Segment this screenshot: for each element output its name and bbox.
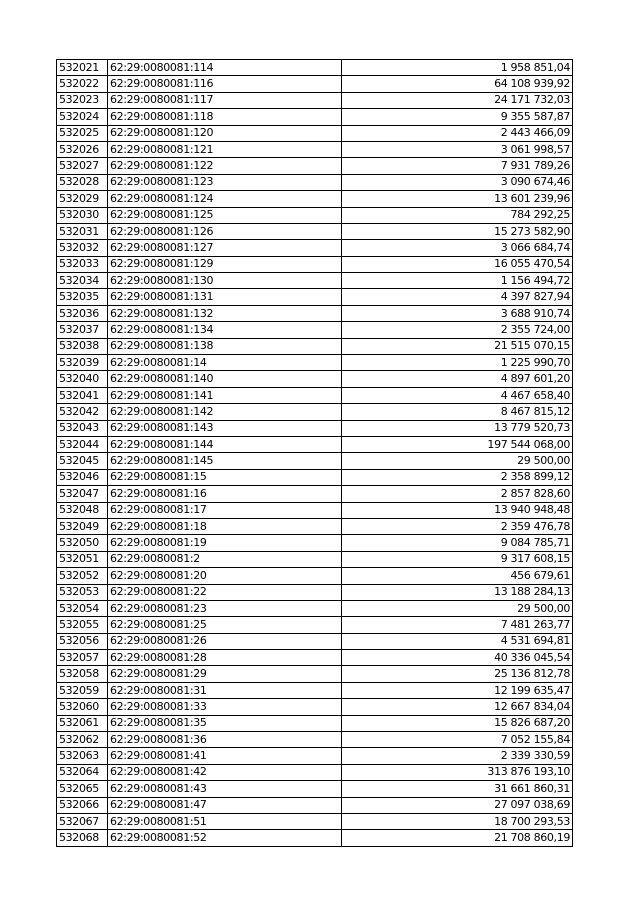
cadastral-number-cell: 62:29:0080081:130 bbox=[108, 273, 342, 289]
cadastral-value-cell: 13 779 520,73 bbox=[342, 420, 573, 436]
cadastral-value-cell: 29 500,00 bbox=[342, 453, 573, 469]
row-number-cell: 532053 bbox=[57, 584, 108, 600]
row-number-cell: 532051 bbox=[57, 551, 108, 567]
cadastral-value-cell: 13 601 239,96 bbox=[342, 191, 573, 207]
cadastral-value-cell: 12 199 635,47 bbox=[342, 682, 573, 698]
cadastral-value-cell: 3 090 674,46 bbox=[342, 174, 573, 190]
table-row bbox=[57, 699, 573, 715]
row-number-cell: 532043 bbox=[57, 420, 108, 436]
cadastral-value-cell: 3 061 998,57 bbox=[342, 141, 573, 157]
table-row bbox=[57, 223, 573, 239]
cadastral-number-cell: 62:29:0080081:140 bbox=[108, 371, 342, 387]
table-row bbox=[57, 355, 573, 371]
cadastral-value-cell: 18 700 293,53 bbox=[342, 813, 573, 829]
cadastral-number-cell: 62:29:0080081:41 bbox=[108, 748, 342, 764]
cadastral-number-cell: 62:29:0080081:127 bbox=[108, 240, 342, 256]
cadastral-value-cell: 4 467 658,40 bbox=[342, 387, 573, 403]
cadastral-value-cell: 7 481 263,77 bbox=[342, 617, 573, 633]
table-row bbox=[57, 60, 573, 76]
cadastral-value-cell: 13 188 284,13 bbox=[342, 584, 573, 600]
table-row bbox=[57, 141, 573, 157]
row-number-cell: 532023 bbox=[57, 92, 108, 108]
cadastral-value-cell: 2 355 724,00 bbox=[342, 322, 573, 338]
table-row bbox=[57, 305, 573, 321]
row-number-cell: 532052 bbox=[57, 568, 108, 584]
table-row bbox=[57, 125, 573, 141]
row-number-cell: 532029 bbox=[57, 191, 108, 207]
row-number-cell: 532062 bbox=[57, 732, 108, 748]
table-row bbox=[57, 486, 573, 502]
cadastral-value-cell: 2 358 899,12 bbox=[342, 469, 573, 485]
cadastral-number-cell: 62:29:0080081:18 bbox=[108, 518, 342, 534]
cadastral-value-cell: 2 857 828,60 bbox=[342, 486, 573, 502]
cadastral-value-cell: 7 052 155,84 bbox=[342, 732, 573, 748]
table-row bbox=[57, 535, 573, 551]
cadastral-number-cell: 62:29:0080081:134 bbox=[108, 322, 342, 338]
row-number-cell: 532031 bbox=[57, 223, 108, 239]
table-row bbox=[57, 404, 573, 420]
table-row bbox=[57, 322, 573, 338]
row-number-cell: 532064 bbox=[57, 764, 108, 780]
table-row bbox=[57, 289, 573, 305]
row-number-cell: 532032 bbox=[57, 240, 108, 256]
table-row bbox=[57, 453, 573, 469]
cadastral-number-cell: 62:29:0080081:142 bbox=[108, 404, 342, 420]
cadastral-number-cell: 62:29:0080081:20 bbox=[108, 568, 342, 584]
cadastral-value-cell: 1 225 990,70 bbox=[342, 355, 573, 371]
table-row bbox=[57, 584, 573, 600]
cadastral-number-cell: 62:29:0080081:42 bbox=[108, 764, 342, 780]
cadastral-value-cell: 29 500,00 bbox=[342, 600, 573, 616]
cadastral-number-cell: 62:29:0080081:14 bbox=[108, 355, 342, 371]
row-number-cell: 532042 bbox=[57, 404, 108, 420]
cadastral-number-cell: 62:29:0080081:29 bbox=[108, 666, 342, 682]
cadastral-value-cell: 2 359 476,78 bbox=[342, 518, 573, 534]
cadastral-value-cell: 15 273 582,90 bbox=[342, 223, 573, 239]
cadastral-value-cell: 1 156 494,72 bbox=[342, 273, 573, 289]
cadastral-value-cell: 16 055 470,54 bbox=[342, 256, 573, 272]
cadastral-number-cell: 62:29:0080081:43 bbox=[108, 781, 342, 797]
row-number-cell: 532065 bbox=[57, 781, 108, 797]
row-number-cell: 532045 bbox=[57, 453, 108, 469]
table-row bbox=[57, 830, 573, 846]
row-number-cell: 532027 bbox=[57, 158, 108, 174]
cadastral-number-cell: 62:29:0080081:15 bbox=[108, 469, 342, 485]
cadastral-value-cell: 40 336 045,54 bbox=[342, 650, 573, 666]
cadastral-number-cell: 62:29:0080081:2 bbox=[108, 551, 342, 567]
table-row bbox=[57, 158, 573, 174]
table-row bbox=[57, 174, 573, 190]
table-row bbox=[57, 273, 573, 289]
cadastral-value-cell: 9 355 587,87 bbox=[342, 109, 573, 125]
row-number-cell: 532021 bbox=[57, 60, 108, 76]
table-row bbox=[57, 813, 573, 829]
cadastral-number-cell: 62:29:0080081:114 bbox=[108, 60, 342, 76]
cadastral-value-cell: 25 136 812,78 bbox=[342, 666, 573, 682]
cadastral-number-cell: 62:29:0080081:144 bbox=[108, 436, 342, 452]
table-body bbox=[57, 60, 573, 847]
cadastral-value-cell: 784 292,25 bbox=[342, 207, 573, 223]
cadastral-value-cell: 9 084 785,71 bbox=[342, 535, 573, 551]
row-number-cell: 532034 bbox=[57, 273, 108, 289]
cadastral-number-cell: 62:29:0080081:126 bbox=[108, 223, 342, 239]
row-number-cell: 532026 bbox=[57, 141, 108, 157]
table-row bbox=[57, 732, 573, 748]
table-row bbox=[57, 633, 573, 649]
row-number-cell: 532033 bbox=[57, 256, 108, 272]
row-number-cell: 532039 bbox=[57, 355, 108, 371]
cadastral-number-cell: 62:29:0080081:31 bbox=[108, 682, 342, 698]
table-row bbox=[57, 256, 573, 272]
table-row bbox=[57, 502, 573, 518]
table-row bbox=[57, 387, 573, 403]
cadastral-number-cell: 62:29:0080081:138 bbox=[108, 338, 342, 354]
cadastral-value-cell: 7 931 789,26 bbox=[342, 158, 573, 174]
table-row bbox=[57, 518, 573, 534]
table-row bbox=[57, 764, 573, 780]
table-row bbox=[57, 109, 573, 125]
cadastral-value-cell: 15 826 687,20 bbox=[342, 715, 573, 731]
row-number-cell: 532050 bbox=[57, 535, 108, 551]
cadastral-value-cell: 4 531 694,81 bbox=[342, 633, 573, 649]
cadastral-value-cell: 9 317 608,15 bbox=[342, 551, 573, 567]
table-row bbox=[57, 420, 573, 436]
table-row bbox=[57, 797, 573, 813]
cadastral-value-cell: 27 097 038,69 bbox=[342, 797, 573, 813]
table-row bbox=[57, 666, 573, 682]
table-row bbox=[57, 617, 573, 633]
cadastral-value-cell: 2 339 330,59 bbox=[342, 748, 573, 764]
row-number-cell: 532035 bbox=[57, 289, 108, 305]
row-number-cell: 532048 bbox=[57, 502, 108, 518]
row-number-cell: 532036 bbox=[57, 305, 108, 321]
cadastral-number-cell: 62:29:0080081:118 bbox=[108, 109, 342, 125]
row-number-cell: 532041 bbox=[57, 387, 108, 403]
row-number-cell: 532055 bbox=[57, 617, 108, 633]
row-number-cell: 532056 bbox=[57, 633, 108, 649]
row-number-cell: 532063 bbox=[57, 748, 108, 764]
row-number-cell: 532067 bbox=[57, 813, 108, 829]
cadastral-value-cell: 8 467 815,12 bbox=[342, 404, 573, 420]
table-row bbox=[57, 600, 573, 616]
table-row bbox=[57, 682, 573, 698]
cadastral-value-cell: 13 940 948,48 bbox=[342, 502, 573, 518]
cadastral-value-cell: 21 708 860,19 bbox=[342, 830, 573, 846]
cadastral-value-cell: 21 515 070,15 bbox=[342, 338, 573, 354]
cadastral-value-cell: 31 661 860,31 bbox=[342, 781, 573, 797]
cadastral-value-cell: 24 171 732,03 bbox=[342, 92, 573, 108]
table-row bbox=[57, 715, 573, 731]
cadastral-number-cell: 62:29:0080081:122 bbox=[108, 158, 342, 174]
row-number-cell: 532057 bbox=[57, 650, 108, 666]
cadastral-number-cell: 62:29:0080081:52 bbox=[108, 830, 342, 846]
table-row bbox=[57, 436, 573, 452]
row-number-cell: 532061 bbox=[57, 715, 108, 731]
row-number-cell: 532054 bbox=[57, 600, 108, 616]
table-row bbox=[57, 191, 573, 207]
cadastral-number-cell: 62:29:0080081:16 bbox=[108, 486, 342, 502]
row-number-cell: 532038 bbox=[57, 338, 108, 354]
cadastral-value-cell: 313 876 193,10 bbox=[342, 764, 573, 780]
cadastral-number-cell: 62:29:0080081:23 bbox=[108, 600, 342, 616]
cadastral-number-cell: 62:29:0080081:141 bbox=[108, 387, 342, 403]
cadastral-value-cell: 4 897 601,20 bbox=[342, 371, 573, 387]
cadastral-number-cell: 62:29:0080081:117 bbox=[108, 92, 342, 108]
cadastral-number-cell: 62:29:0080081:123 bbox=[108, 174, 342, 190]
cadastral-number-cell: 62:29:0080081:25 bbox=[108, 617, 342, 633]
cadastral-number-cell: 62:29:0080081:125 bbox=[108, 207, 342, 223]
cadastral-number-cell: 62:29:0080081:116 bbox=[108, 76, 342, 92]
table-row bbox=[57, 469, 573, 485]
cadastral-number-cell: 62:29:0080081:121 bbox=[108, 141, 342, 157]
cadastral-number-cell: 62:29:0080081:17 bbox=[108, 502, 342, 518]
row-number-cell: 532022 bbox=[57, 76, 108, 92]
table-row bbox=[57, 371, 573, 387]
cadastral-number-cell: 62:29:0080081:36 bbox=[108, 732, 342, 748]
row-number-cell: 532024 bbox=[57, 109, 108, 125]
cadastral-number-cell: 62:29:0080081:145 bbox=[108, 453, 342, 469]
row-number-cell: 532049 bbox=[57, 518, 108, 534]
table-row bbox=[57, 650, 573, 666]
table-row bbox=[57, 76, 573, 92]
row-number-cell: 532044 bbox=[57, 436, 108, 452]
table-row bbox=[57, 240, 573, 256]
row-number-cell: 532028 bbox=[57, 174, 108, 190]
table-row bbox=[57, 551, 573, 567]
row-number-cell: 532040 bbox=[57, 371, 108, 387]
cadastral-number-cell: 62:29:0080081:26 bbox=[108, 633, 342, 649]
row-number-cell: 532060 bbox=[57, 699, 108, 715]
row-number-cell: 532030 bbox=[57, 207, 108, 223]
table-row bbox=[57, 781, 573, 797]
cadastral-value-cell: 2 443 466,09 bbox=[342, 125, 573, 141]
table-row bbox=[57, 568, 573, 584]
row-number-cell: 532058 bbox=[57, 666, 108, 682]
cadastral-value-cell: 4 397 827,94 bbox=[342, 289, 573, 305]
row-number-cell: 532047 bbox=[57, 486, 108, 502]
row-number-cell: 532059 bbox=[57, 682, 108, 698]
cadastral-value-cell: 1 958 851,04 bbox=[342, 60, 573, 76]
cadastral-number-cell: 62:29:0080081:35 bbox=[108, 715, 342, 731]
cadastral-number-cell: 62:29:0080081:47 bbox=[108, 797, 342, 813]
row-number-cell: 532068 bbox=[57, 830, 108, 846]
cadastral-number-cell: 62:29:0080081:143 bbox=[108, 420, 342, 436]
cadastral-number-cell: 62:29:0080081:19 bbox=[108, 535, 342, 551]
cadastral-value-cell: 64 108 939,92 bbox=[342, 76, 573, 92]
row-number-cell: 532025 bbox=[57, 125, 108, 141]
cadastral-value-cell: 3 688 910,74 bbox=[342, 305, 573, 321]
table-row bbox=[57, 92, 573, 108]
cadastral-number-cell: 62:29:0080081:51 bbox=[108, 813, 342, 829]
cadastral-number-cell: 62:29:0080081:22 bbox=[108, 584, 342, 600]
table-row bbox=[57, 338, 573, 354]
row-number-cell: 532037 bbox=[57, 322, 108, 338]
cadastral-value-table bbox=[56, 59, 573, 847]
cadastral-value-cell: 12 667 834,04 bbox=[342, 699, 573, 715]
row-number-cell: 532066 bbox=[57, 797, 108, 813]
cadastral-value-cell: 3 066 684,74 bbox=[342, 240, 573, 256]
cadastral-number-cell: 62:29:0080081:131 bbox=[108, 289, 342, 305]
cadastral-number-cell: 62:29:0080081:129 bbox=[108, 256, 342, 272]
cadastral-number-cell: 62:29:0080081:33 bbox=[108, 699, 342, 715]
table-row bbox=[57, 748, 573, 764]
cadastral-number-cell: 62:29:0080081:120 bbox=[108, 125, 342, 141]
cadastral-value-cell: 456 679,61 bbox=[342, 568, 573, 584]
table-row bbox=[57, 207, 573, 223]
row-number-cell: 532046 bbox=[57, 469, 108, 485]
cadastral-number-cell: 62:29:0080081:132 bbox=[108, 305, 342, 321]
cadastral-number-cell: 62:29:0080081:124 bbox=[108, 191, 342, 207]
cadastral-number-cell: 62:29:0080081:28 bbox=[108, 650, 342, 666]
cadastral-value-cell: 197 544 068,00 bbox=[342, 436, 573, 452]
